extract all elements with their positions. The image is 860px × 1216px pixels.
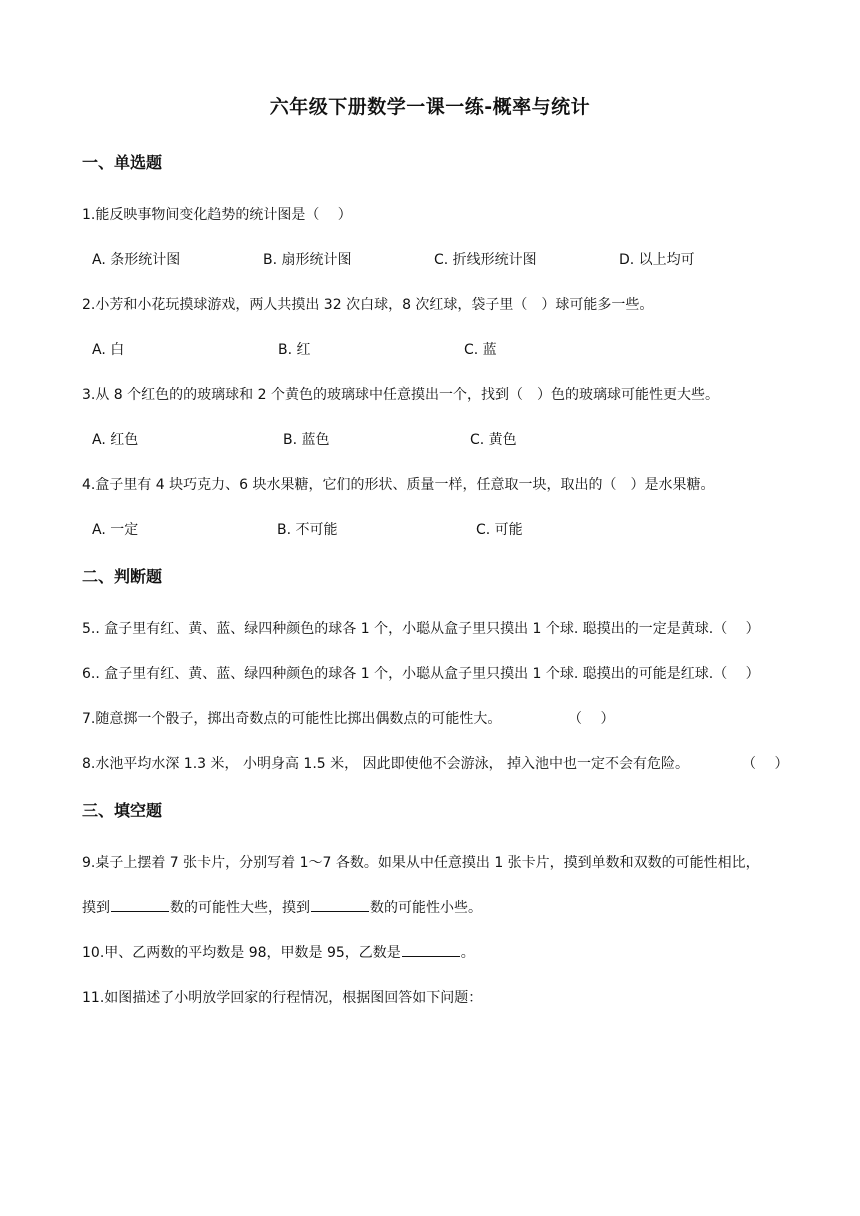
q10-blank[interactable] [402,944,460,957]
q4-option-c: C. 可能 [476,522,523,538]
question-7: 7.随意掷一个骰子，掷出奇数点的可能性比掷出偶数点的可能性大。 [82,711,502,727]
q10-text-a: 10.甲、乙两数的平均数是 98，甲数是 95，乙数是 [82,945,401,961]
q2-option-c: C. 蓝 [464,342,497,358]
question-8: 8.水池平均水深 1.3 米， 小明身高 1.5 米， 因此即使他不会游泳， 掉入池中也一定不会有危险。 [82,756,690,772]
q9-text-a: 摸到 [82,900,110,916]
question-5: 5.. 盒子里有红、黄、蓝、绿四种颜色的球各 1 个，小聪从盒子里只摸出 1 个球. 聪摸出的一定是黄球.（ ） [82,621,760,637]
q9-blank-1[interactable] [111,899,169,912]
q4-option-b: B. 不可能 [277,522,338,538]
question-8-answer-paren: （ ） [742,756,789,772]
q9-text-b: 数的可能性大些，摸到 [170,900,310,916]
question-6: 6.. 盒子里有红、黄、蓝、绿四种颜色的球各 1 个，小聪从盒子里只摸出 1 个球. 聪摸出的可能是红球.（ ） [82,666,760,682]
q9-blank-2[interactable] [311,899,369,912]
q1-option-a: A. 条形统计图 [92,252,181,268]
question-4: 4.盒子里有 4 块巧克力、6 块水果糖，它们的形状、质量一样，任意取一块，取出的（ ）是水果糖。 [82,477,715,493]
q3-option-a: A. 红色 [92,432,139,448]
question-11: 11.如图描述了小明放学回家的行程情况，根据图回答如下问题： [82,990,483,1006]
question-10 [82,942,475,962]
q3-option-c: C. 黄色 [470,432,517,448]
question-2: 2.小芳和小花玩摸球游戏，两人共摸出 32 次白球，8 次红球，袋子里（ ）球可能多一些。 [82,297,654,313]
section-heading-fill-blank: 三、填空题 [82,801,163,820]
q2-option-a: A. 白 [92,342,125,358]
question-9-line-2 [82,897,482,917]
q3-option-b: B. 蓝色 [283,432,330,448]
q1-option-b: B. 扇形统计图 [263,252,352,268]
page-title: 六年级下册数学一课一练-概率与统计 [269,96,591,118]
q9-text-c: 数的可能性小些。 [370,900,482,916]
q1-option-c: C. 折线形统计图 [434,252,537,268]
q2-option-b: B. 红 [278,342,311,358]
question-7-answer-paren: （ ） [568,711,615,727]
section-heading-true-false: 二、判断题 [82,567,163,586]
section-heading-single-choice: 一、单选题 [82,153,163,172]
q4-option-a: A. 一定 [92,522,139,538]
q1-option-d: D. 以上均可 [619,252,695,268]
question-9-line-1: 9.桌子上摆着 7 张卡片，分别写着 1～7 各数。如果从中任意摸出 1 张卡片，摸到单数和双数的可能性相比， [82,855,760,871]
q10-text-b: 。 [460,945,475,961]
question-1: 1.能反映事物间变化趋势的统计图是（ ） [82,207,352,223]
question-3: 3.从 8 个红色的的玻璃球和 2 个黄色的玻璃球中任意摸出一个，找到（ ）色的玻璃球可能性更大些。 [82,387,719,403]
